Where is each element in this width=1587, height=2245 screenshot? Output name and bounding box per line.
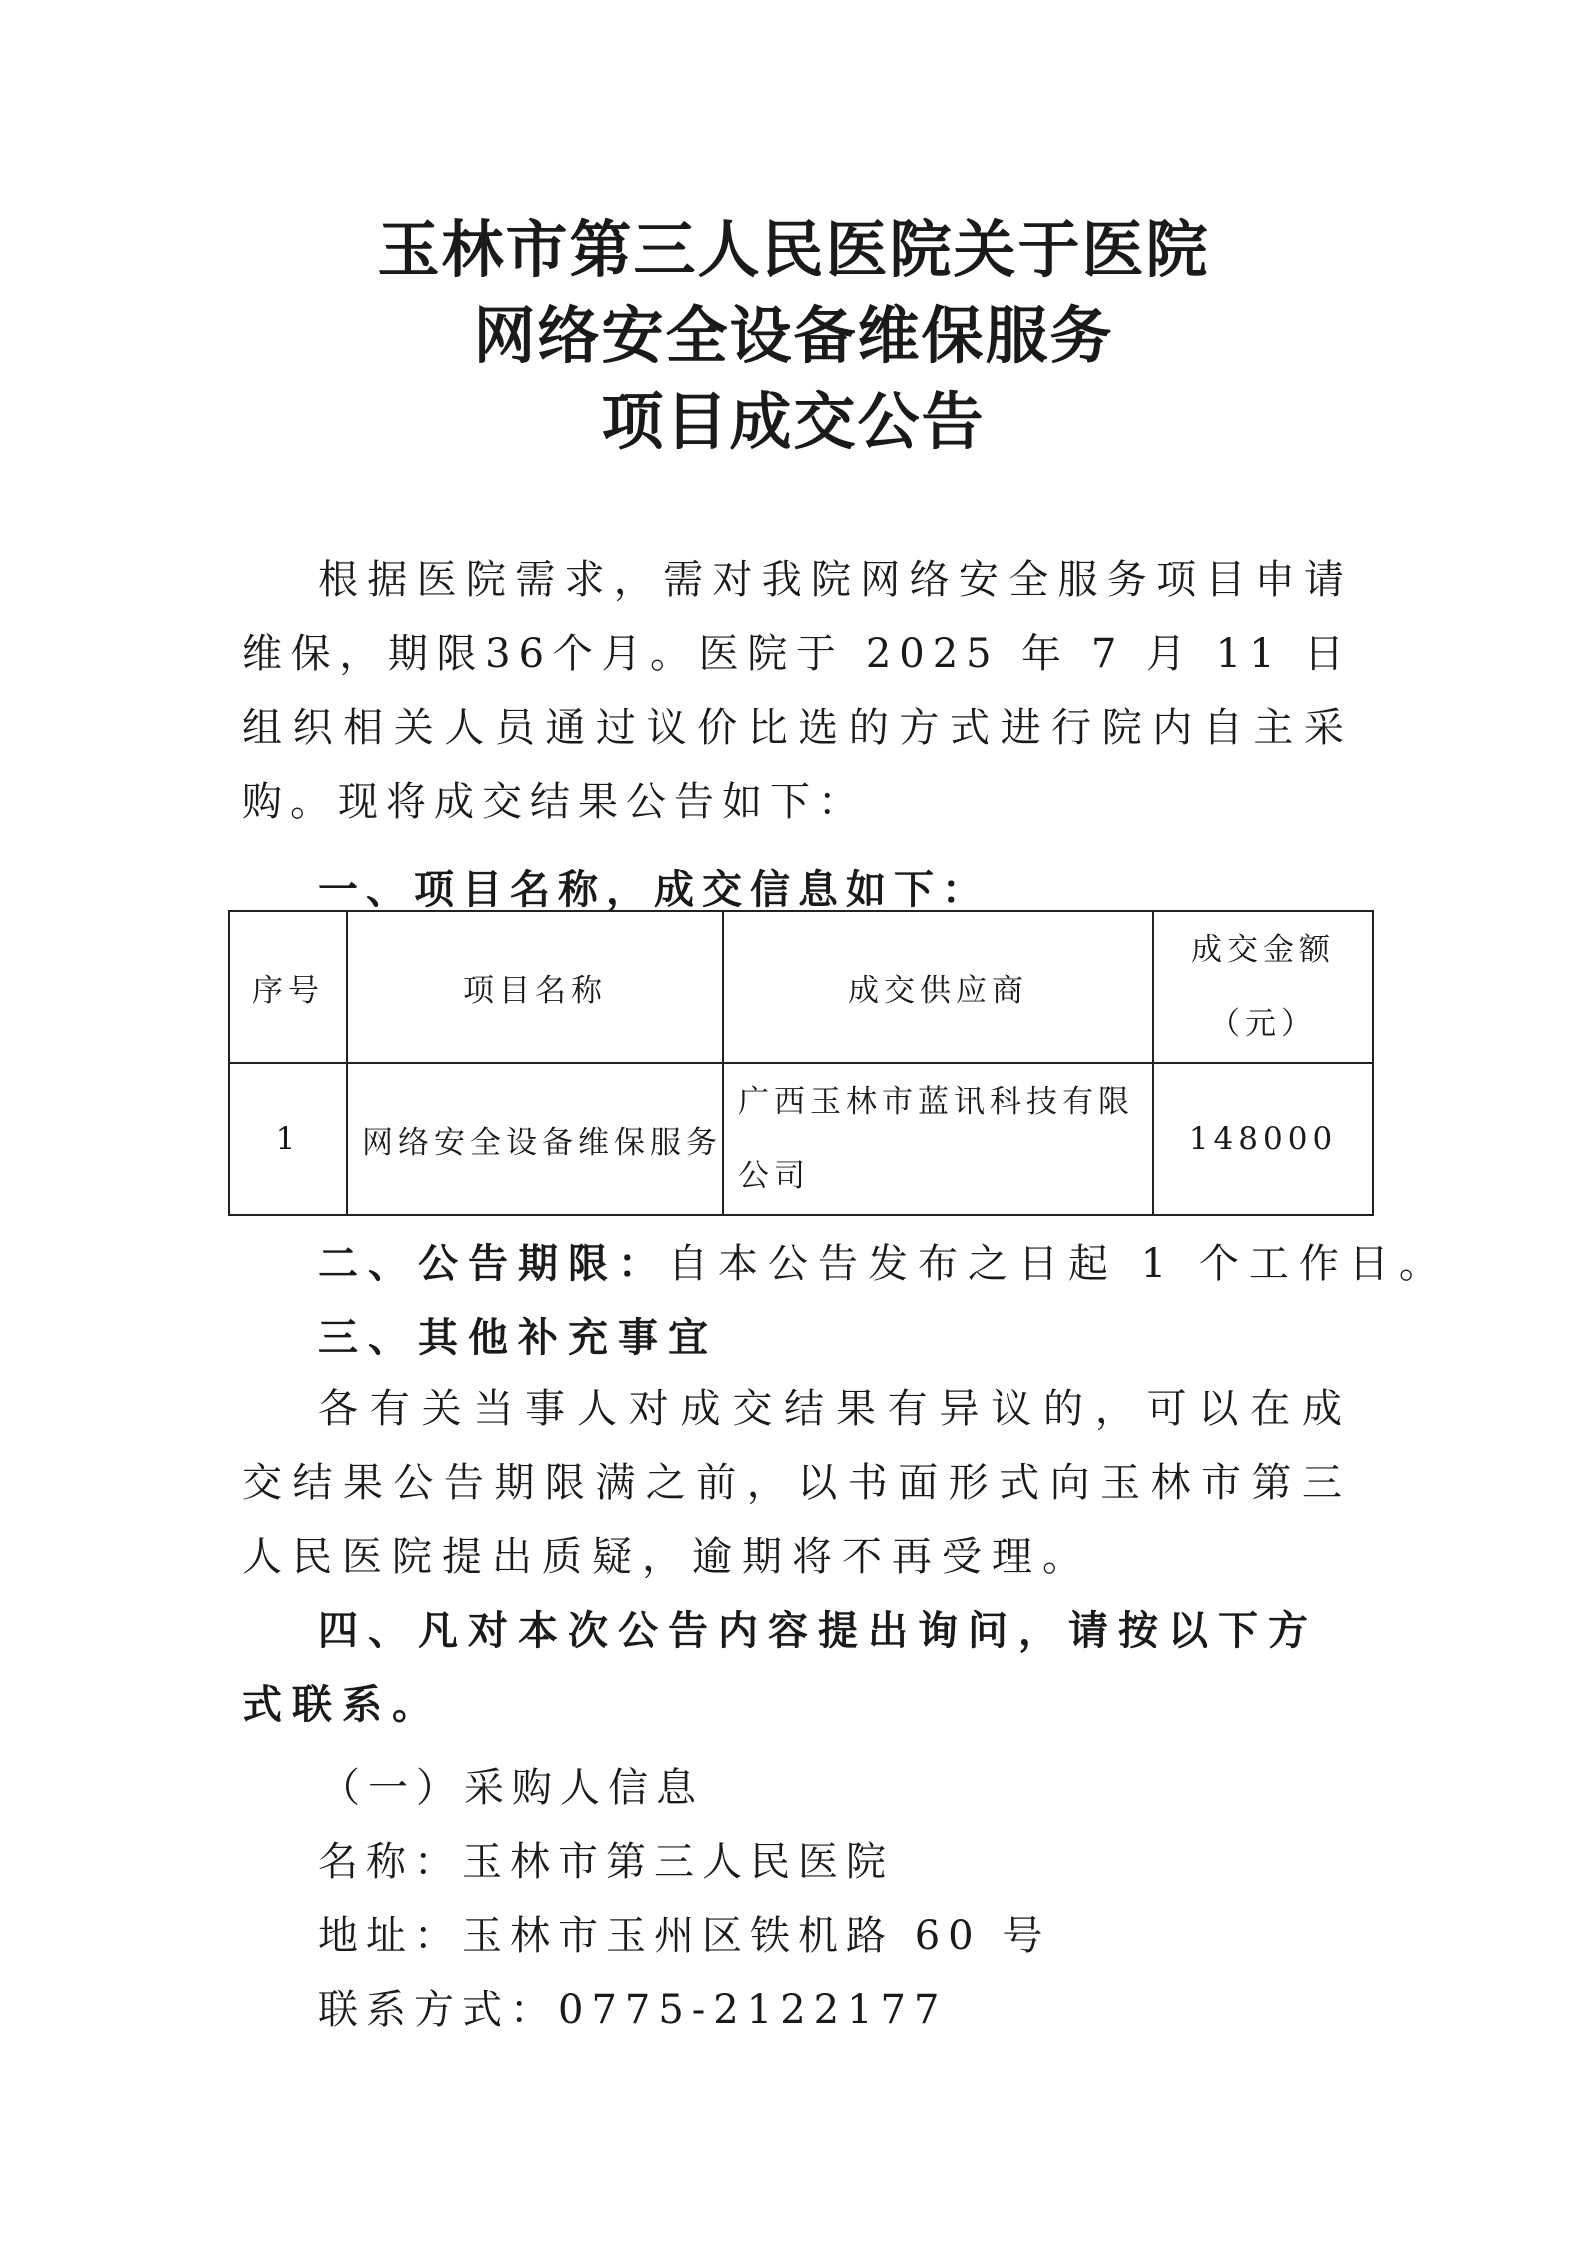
title-line-1: 玉林市第三人民医院关于医院 (377, 213, 1210, 286)
section-1-heading: 一、项目名称，成交信息如下： (318, 867, 990, 913)
table-row (229, 1063, 1373, 1215)
title-line-3: 项目成交公告 (601, 385, 986, 458)
cell-seq: 1 (229, 1063, 347, 1215)
section-2 (318, 1232, 1449, 1289)
table-header-row (229, 911, 1373, 1063)
header-seq: 序号 (229, 911, 347, 1063)
header-name: 项目名称 (347, 911, 723, 1063)
purchaser-heading: （一）采购人信息 (320, 1765, 704, 1811)
header-amount-unit: （元） (1209, 1006, 1317, 1042)
title-line-2: 网络安全设备维保服务 (473, 299, 1114, 372)
section-4-heading: 四、凡对本次公告内容提出询问，请按以下方式联系。 (242, 1608, 1318, 1728)
purchaser-address: 地址：玉林市玉州区铁机路 60 号 (318, 1913, 1051, 1959)
cell-name: 网络安全设备维保服务 (347, 1063, 723, 1215)
section-3-text: 各有关当事人对成交结果有异议的，可以在成交结果公告期限满之前，以书面形式向玉林市第三人民医院提出质疑，逾期将不再受理。 (242, 1386, 1352, 1580)
intro-paragraph: 根据医院需求，需对我院网络安全服务项目申请维保，期限36个月。医院于 2025 年 7 月 11 日组织相关人员通过议价比选的方式进行院内自主采购。现将成交结果公告如下： (242, 557, 1352, 825)
header-amount-label: 成交金额 (1191, 932, 1335, 968)
header-amount (1153, 911, 1373, 1063)
section-2-text: 自本公告发布之日起 1 个工作日。 (668, 1241, 1449, 1287)
award-table (228, 910, 1374, 1216)
cell-amount: 148000 (1153, 1063, 1373, 1215)
cell-supplier: 广西玉林市蓝讯科技有限公司 (723, 1063, 1153, 1215)
header-supplier: 成交供应商 (723, 911, 1153, 1063)
purchaser-name: 名称：玉林市第三人民医院 (318, 1839, 894, 1885)
purchaser-contact: 联系方式：0775-2122177 (318, 1987, 948, 2033)
section-2-label: 二、公告期限： (318, 1241, 668, 1287)
section-3-heading: 三、其他补充事宜 (318, 1315, 718, 1361)
